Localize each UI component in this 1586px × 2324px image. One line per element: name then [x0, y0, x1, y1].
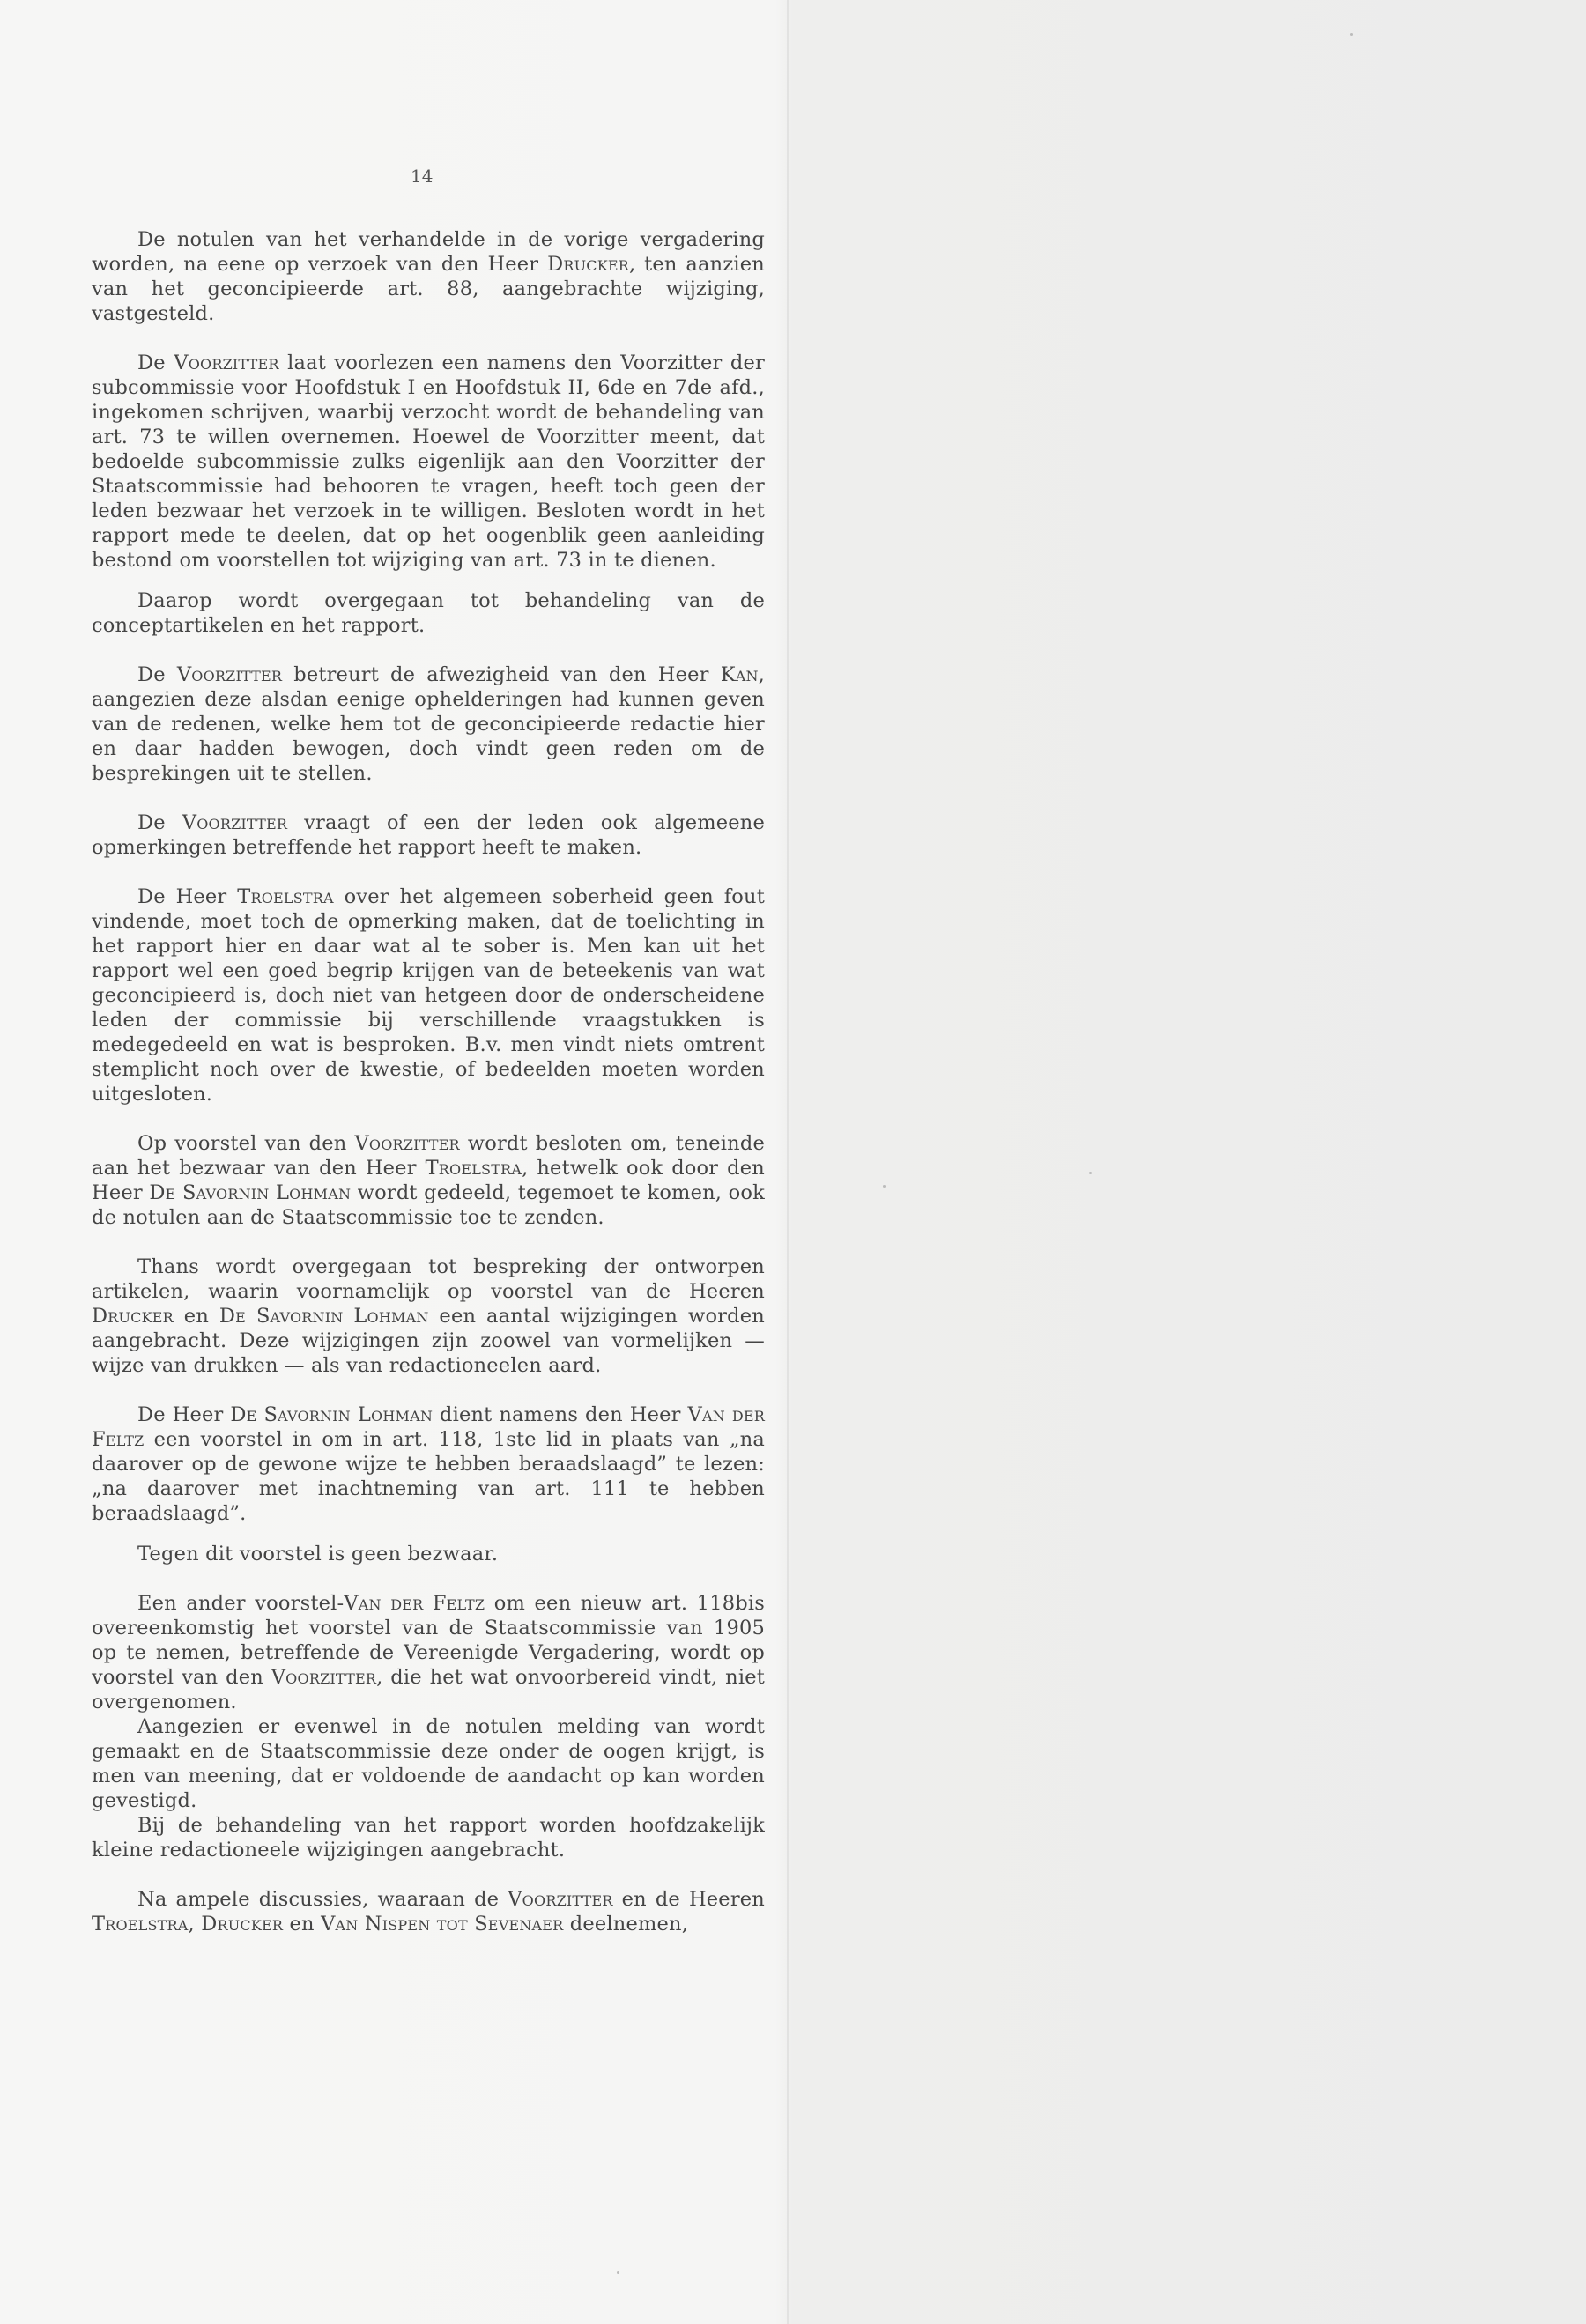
paragraph-p14: [92, 1887, 765, 1936]
text-run: Tegen dit voorstel is geen bezwaar.: [137, 1543, 499, 1565]
text-run: De Heer: [137, 885, 238, 908]
page-number: 14: [411, 166, 434, 187]
paragraph-p6: [92, 884, 765, 1106]
paragraph-p4: [92, 662, 765, 786]
text-run: De notulen van het verhandelde in de vorige vergadering worden, na eene op verzoek van den Heer: [92, 228, 765, 276]
person-name: De Savornin Lohman: [219, 1305, 429, 1328]
text-run: Thans wordt overgegaan tot bespreking der ontworpen artikelen, waarin voornamelijk op voorstel van de Heeren: [92, 1255, 765, 1303]
person-name: Troelstra: [425, 1157, 522, 1180]
person-name: Kan: [720, 663, 759, 686]
text-run: , ten aanzien van het geconcipieerde art. 88, aangebrachte wijziging, vastgesteld.: [92, 253, 765, 325]
text-run: Daarop wordt overgegaan tot behandeling van de conceptartikelen en het rapport.: [92, 589, 765, 637]
person-name: Van der Feltz: [344, 1592, 485, 1615]
text-run: een aantal wijzigingen worden aangebracht. Deze wijzigingen zijn zoowel van vormelijken — wijze van drukken — als van redactioneelen aard.: [92, 1305, 765, 1377]
text-run: Na ampele discussies, waaraan de: [137, 1888, 508, 1911]
text-run: deelnemen,: [563, 1913, 689, 1935]
person-name: Voorzitter: [174, 352, 279, 374]
text-run: om een nieuw art. 118bis overeenkomstig het voorstel van de Staatscommissie van 1905 op te nemen, betreffende de Vereenigde Vergadering, wordt op voorstel van den: [92, 1592, 765, 1689]
text-run: De Heer: [137, 1403, 231, 1426]
dust-speck: [1350, 33, 1353, 36]
person-name: Drucker: [201, 1913, 284, 1935]
paragraph-p10: [92, 1542, 765, 1566]
person-name: Voorzitter: [182, 811, 288, 834]
text-run: over het algemeen soberheid geen fout vindende, moet toch de opmerking maken, dat de toelichting in het rapport hier en daar wat al te sober is. Men kan uit het rapport wel een goed begrip krijgen van de beteekenis van wat geconcipieerd is, doch niet van hetgeen door de onderscheidene leden der commissie bij verschillende vraagstukken is medegedeeld en wat is besproken. B.v. men vindt niets omtrent stemplicht noch over de kwestie, of bedeelden moeten worden uitgesloten.: [92, 885, 765, 1106]
text-run: en de Heeren: [612, 1888, 765, 1911]
dust-speck: [883, 1185, 886, 1188]
person-name: Van der Feltz: [92, 1403, 765, 1451]
text-run: De: [137, 352, 174, 374]
person-name: Troelstra: [237, 885, 334, 908]
text-run: , aangezien deze alsdan eenige ophelderingen had kunnen geven van de redenen, welke hem tot de geconcipieerde redactie hier en daar hadden bewogen, doch vindt geen reden om de besprekingen uit te stellen.: [92, 663, 766, 785]
person-name: Troelstra: [92, 1913, 189, 1935]
text-run: ,: [188, 1913, 202, 1935]
paragraph-p13: [92, 1813, 765, 1862]
person-name: De Savornin Lohman: [230, 1403, 434, 1426]
paragraph-p8: [92, 1255, 765, 1378]
text-run: Op voorstel van den: [137, 1132, 355, 1155]
dust-speck: [1089, 1172, 1092, 1174]
text-run: vraagt of een der leden ook algemeene opmerkingen betreffende het rapport heeft te maken.: [92, 811, 765, 859]
person-name: Drucker: [547, 253, 629, 276]
paragraph-p11: [92, 1591, 765, 1714]
text-run: wordt gedeeld, tegemoet te komen, ook de notulen aan de Staatscommissie toe te zenden.: [92, 1181, 765, 1229]
text-run: en: [173, 1305, 219, 1328]
dust-speck: [617, 2271, 619, 2274]
text-run: De: [137, 663, 177, 686]
text-run: laat voorlezen een namens den Voorzitter der subcommissie voor Hoofdstuk I en Hoofdstuk II, 6de en 7de afd., ingekomen schrijven, waarbij verzocht wordt de behandeling van art. 73 te willen overnemen. Hoewel de Voorzitter meent, dat bedoelde subcommissie zulks eigenlijk aan den Voorzitter der Staatscommissie had behooren te vragen, heeft toch geen der leden bezwaar het verzoek in te willigen. Besloten wordt in het rapport mede te deelen, dat op het oogenblik geen aanleiding bestond om voorstellen tot wijziging van art. 73 in te dienen.: [92, 352, 766, 572]
text-run: De: [137, 811, 182, 834]
paragraph-p2: [92, 351, 765, 573]
person-name: Voorzitter: [354, 1132, 460, 1155]
paragraph-p7: [92, 1131, 765, 1230]
person-name: De Savornin Lohman: [149, 1181, 352, 1204]
person-name: Voorzitter: [176, 663, 283, 686]
text-run: dient namens den Heer: [433, 1403, 688, 1426]
text-run: betreurt de afwezigheid van den Heer: [282, 663, 721, 686]
body-text: [92, 227, 765, 1936]
paragraph-p12: [92, 1714, 765, 1813]
paragraph-p1: [92, 227, 765, 326]
paragraph-p9: [92, 1403, 765, 1526]
text-run: en: [283, 1913, 322, 1935]
person-name: Drucker: [92, 1305, 174, 1328]
text-run: Bij de behandeling van het rapport worden hoofdzakelijk kleine redactioneele wijzigingen aangebracht.: [92, 1814, 765, 1861]
text-run: Aangezien er evenwel in de notulen melding van wordt gemaakt en de Staatscommissie deze onder de oogen krijgt, is men van meening, dat er voldoende de aandacht op kan worden gevestigd.: [92, 1715, 765, 1812]
paragraph-p3: [92, 588, 765, 638]
person-name: Van Nispen tot Sevenaer: [321, 1913, 564, 1935]
text-run: Een ander voorstel-: [137, 1592, 345, 1615]
person-name: Voorzitter: [271, 1666, 377, 1689]
page-fold: [787, 0, 789, 2324]
text-run: een voorstel in om in art. 118, 1ste lid in plaats van „na daarover op de gewone wijze te hebben beraadslaagd” te lezen: „na daarover met inachtneming van art. 111 te hebben beraadslaagd”.: [92, 1428, 765, 1525]
text-run: , hetwelk ook door den Heer: [92, 1157, 765, 1204]
text-run: wordt besloten om, teneinde aan het bezwaar van den Heer: [92, 1132, 765, 1180]
person-name: Voorzitter: [508, 1888, 613, 1911]
paragraph-p5: [92, 810, 765, 860]
text-run: , die het wat onvoorbereid vindt, niet overgenomen.: [92, 1666, 766, 1713]
